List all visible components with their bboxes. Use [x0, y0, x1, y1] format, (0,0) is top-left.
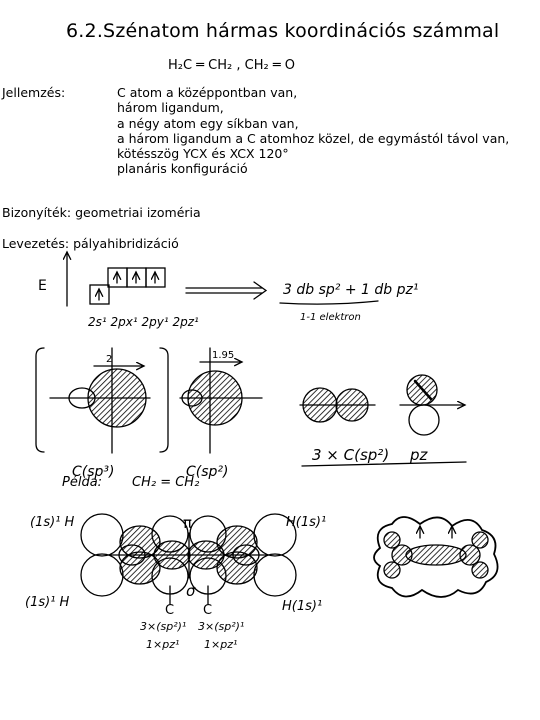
label-pz: pz — [410, 446, 428, 464]
orbital-boxes — [90, 268, 165, 304]
csp2-orbital-drawing — [180, 348, 262, 453]
label-csp3: C(sp³) — [72, 464, 115, 480]
proof-value: geometriai izoméria — [75, 205, 201, 220]
proof-line — [2, 205, 201, 221]
pz-orbital-drawing — [400, 375, 465, 435]
energy-label: E — [38, 278, 47, 294]
h-label-bottom-right: H(1s)¹ — [282, 599, 323, 614]
h-label-bottom-left: (1s)¹ H — [25, 595, 70, 610]
pi-cloud-drawing — [374, 517, 498, 597]
orbital-labels: 2s¹ 2px¹ 2py¹ 2pz¹ — [88, 315, 199, 329]
derivation-label: Levezetés: — [2, 236, 70, 251]
h-label-top-left: (1s)¹ H — [30, 515, 75, 530]
electron-note: 1-1 elektron — [300, 312, 361, 323]
csp3-orbital-drawing — [36, 348, 168, 453]
property-item: kötésszög YCX és XCX 120° — [117, 146, 289, 162]
proof-label: Bizonyíték: — [2, 205, 72, 220]
page-title: 6.2.Szénatom hármas koordinációs számmal — [66, 20, 500, 42]
dim-left: 2 — [106, 354, 113, 365]
pi-label: π — [183, 514, 193, 532]
pz-label-left: 1×pz¹ — [146, 638, 180, 651]
label-csp2: C(sp²) — [186, 464, 229, 480]
h-label-top-right: H(1s)¹ — [286, 515, 327, 530]
handwritten-sketch — [0, 248, 540, 718]
property-item: a három ligandum a C atomhoz közel, de egymástól távol van, — [117, 130, 510, 146]
property-item: planáris konfiguráció — [117, 161, 248, 177]
sigma-label: σ — [186, 582, 196, 600]
dim-right: 1.95 — [212, 350, 235, 361]
hybridization-arrow — [186, 282, 266, 299]
derivation-value: pályahibridizáció — [73, 236, 179, 251]
c-label-left: C — [165, 603, 175, 618]
properties-list — [117, 85, 509, 177]
example-formula: CH₂ = CH₂ — [132, 475, 200, 490]
formula-line: H₂C ═ CH₂ , CH₂ ═ O — [168, 58, 296, 73]
hyb-label-right: 3×(sp²)¹ — [198, 620, 245, 633]
property-item: három ligandum, — [117, 100, 224, 116]
label-three-sp2: 3 × C(sp²) — [312, 446, 390, 464]
pz-label-right: 1×pz¹ — [204, 638, 238, 651]
c-label-right: C — [203, 603, 213, 618]
hyb-label-left: 3×(sp²)¹ — [140, 620, 187, 633]
properties-label: Jellemzés: — [2, 85, 66, 100]
hybridization-result: 3 db sp² + 1 db pz¹ — [283, 282, 419, 298]
example-label: Példa: — [62, 475, 103, 490]
property-item: C atom a középpontban van, — [117, 85, 298, 100]
three-sp2-drawing — [300, 388, 375, 422]
property-item: a négy atom egy síkban van, — [117, 115, 299, 131]
